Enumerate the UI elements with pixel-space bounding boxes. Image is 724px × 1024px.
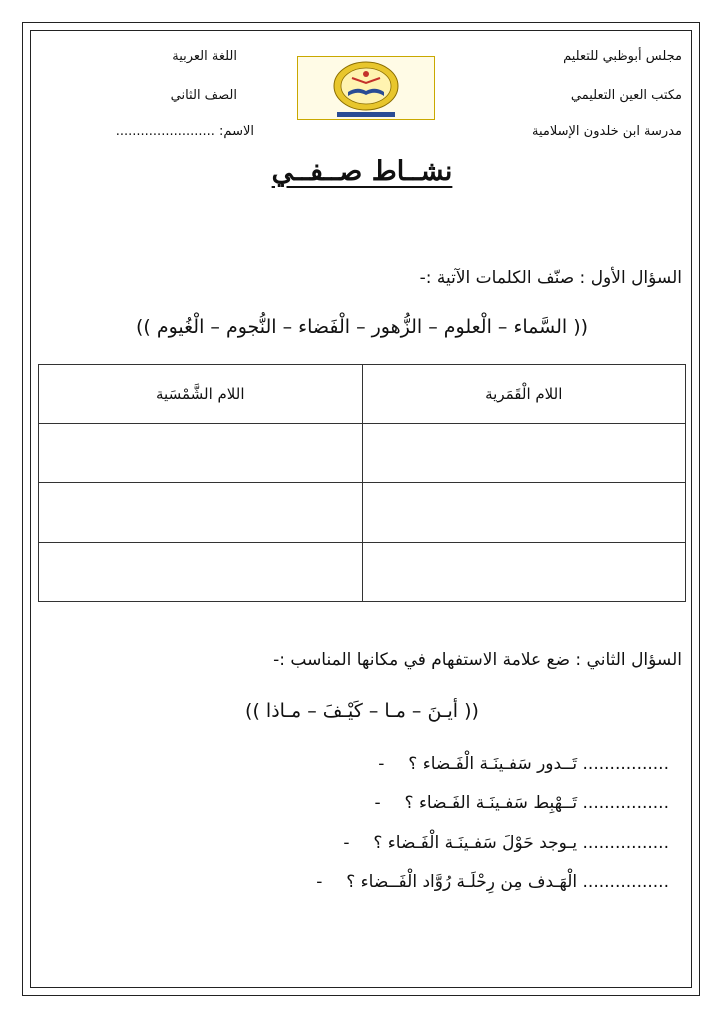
school-name: مدرسة ابن خلدون الإسلامية — [532, 124, 682, 139]
answer-cell-qamariya[interactable] — [362, 424, 686, 483]
question1-prompt: السؤال الأول : صنّف الكلمات الآتية :- — [419, 268, 682, 288]
table-row — [39, 542, 686, 601]
sentence-text: ................ الْهَـدف مِن رِحْلَـة رُوَّاد الْفَــضاء ؟ — [346, 872, 669, 892]
answer-cell-qamariya[interactable] — [362, 542, 686, 601]
list-item[interactable] — [378, 754, 669, 774]
answer-cell-shamsiya[interactable] — [39, 483, 363, 542]
table-row — [39, 483, 686, 542]
student-name-field: الاسم: ........................ — [115, 124, 254, 139]
header-qamariya: اللام الْقَمَرية — [362, 365, 686, 424]
header-shamsiya: اللام الشَّمْسَية — [39, 365, 363, 424]
list-item[interactable] — [343, 833, 669, 853]
question1-word-list: (( السَّماء – الْعلوم – الزُّهور – الْفَضاء – النُّجوم – الْغُيوم )) — [135, 316, 589, 338]
office-name: مكتب العين التعليمي — [570, 88, 682, 103]
question2-word-list: (( أيـنَ – مـا – كَيْـفَ – مـاذا )) — [245, 700, 479, 722]
bullet-dash: - — [343, 833, 350, 853]
table-row — [39, 424, 686, 483]
school-logo-icon — [297, 56, 435, 120]
bullet-dash: - — [378, 754, 385, 774]
table-header-row — [39, 365, 686, 424]
sentence-text: ................ تَــدور سَفـينَـة الْفَـضاء ؟ — [408, 754, 669, 774]
classification-table — [38, 364, 686, 602]
page-title: نشــاط صــفــي — [271, 156, 453, 187]
list-item[interactable] — [375, 793, 669, 813]
sentence-text: ................ تَــهْبِط سَفـينَـة الفَـضاء ؟ — [404, 793, 669, 813]
answer-cell-shamsiya[interactable] — [39, 424, 363, 483]
grade-label: الصف الثاني — [170, 88, 237, 103]
council-name: مجلس أبوظبي للتعليم — [563, 49, 682, 64]
answer-cell-shamsiya[interactable] — [39, 542, 363, 601]
question2-prompt: السؤال الثاني : ضع علامة الاستفهام في مكانها المناسب :- — [273, 650, 682, 670]
answer-cell-qamariya[interactable] — [362, 483, 686, 542]
list-item[interactable] — [316, 872, 669, 892]
bullet-dash: - — [316, 872, 323, 892]
bullet-dash: - — [374, 793, 381, 813]
subject-label: اللغة العربية — [172, 49, 237, 64]
sentence-text: ................ يـوجد حَوْلَ سَفـينَـة الْفَـضاء ؟ — [373, 833, 669, 853]
